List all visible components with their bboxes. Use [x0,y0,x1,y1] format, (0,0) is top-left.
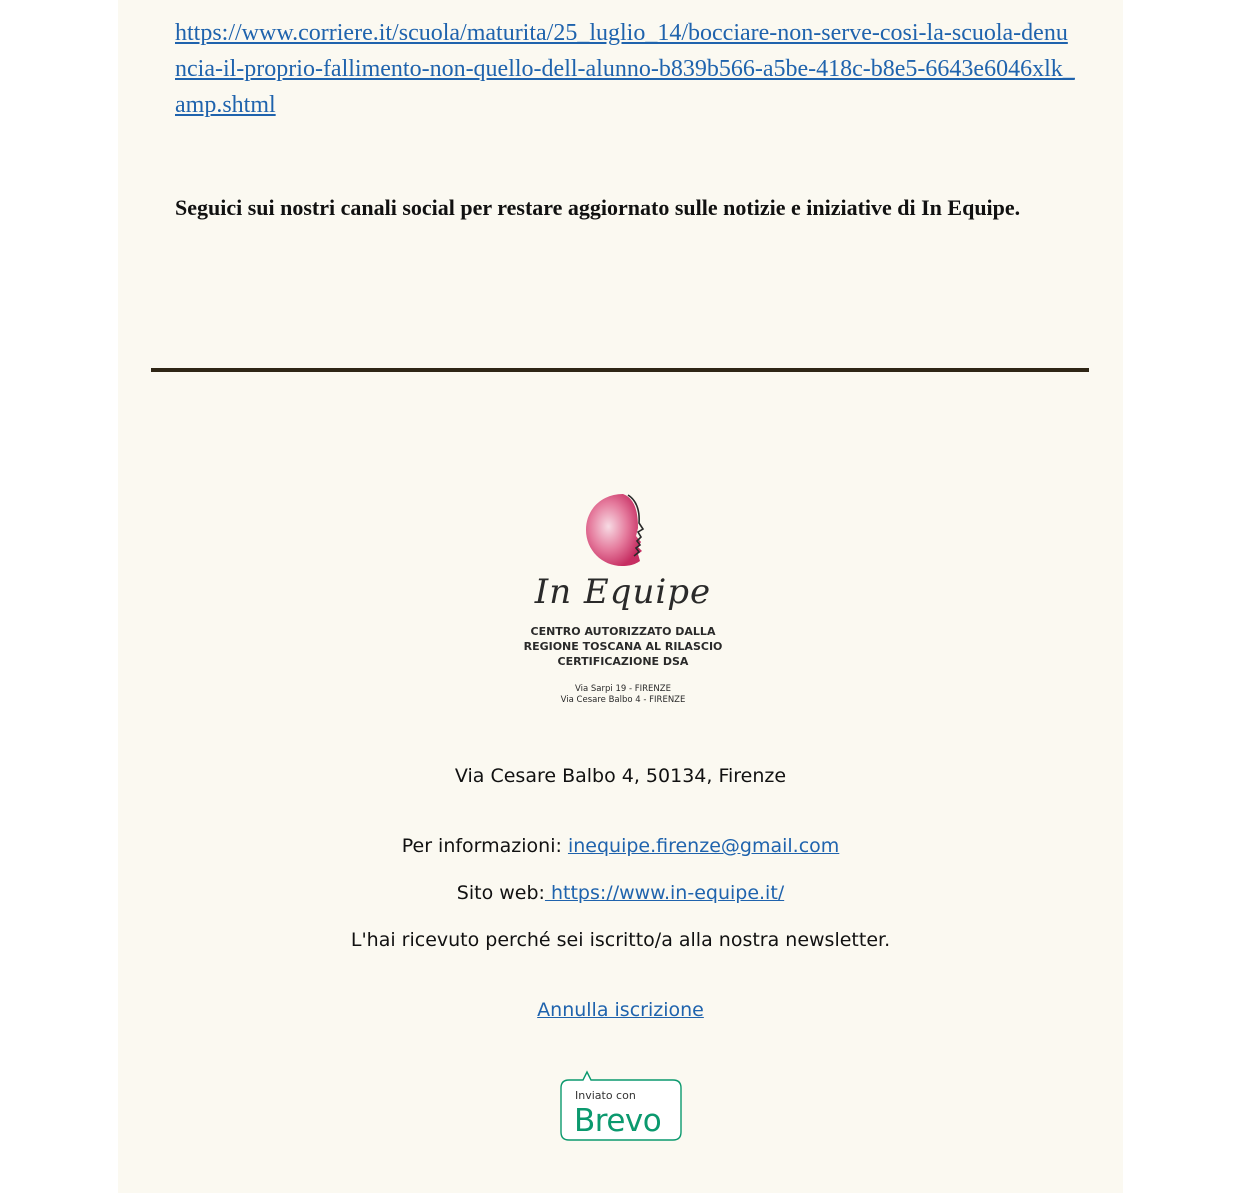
footer-info [118,835,1123,857]
footer-website [118,882,1123,904]
unsubscribe-row [118,999,1123,1021]
footer-address: Via Cesare Balbo 4, 50134, Firenze [454,765,787,787]
logo-address-line: Via Cesare Balbo 4 - FIRENZE [560,695,686,705]
in-equipe-logo [518,490,728,710]
email-link[interactable]: inequipe.firenze@gmail.com [567,835,840,857]
email-body [118,0,1123,1193]
logo-name: In Equipe [534,572,712,612]
divider [151,368,1089,372]
website-link[interactable]: https://www.in-equipe.it/ [544,882,785,904]
face-profile-icon [578,490,668,575]
newsletter-note: L'hai ricevuto perché sei iscritto/a alla nostra newsletter. [350,929,891,951]
badge-sent-with: Inviato con [575,1089,636,1102]
social-follow-note: Seguici sui nostri canali social per restare aggiornato sulle notizie e iniziative di In Equipe. [175,195,1021,220]
brevo-badge[interactable] [559,1070,683,1142]
article-link[interactable]: https://www.corriere.it/scuola/maturita/25_luglio_14/bocciare-non-serve-cosi-la-scuola-denuncia-il-proprio-fallimento-non-quello-dell-alunno-b839b566-a5be-418c-b8e5-6643e6046xlk_amp.shtml [175,20,1075,118]
logo-address-line: Via Sarpi 19 - FIRENZE [575,684,671,694]
tagline-line: CERTIFICAZIONE DSA [557,655,689,668]
info-label: Per informazioni: [401,835,568,857]
tagline-line: CENTRO AUTORIZZATO DALLA [530,625,716,638]
unsubscribe-link[interactable]: Annulla iscrizione [537,999,704,1021]
tagline-line: REGIONE TOSCANA AL RILASCIO [523,640,723,653]
website-label: Sito web: [456,882,545,904]
badge-brand: Brevo [574,1103,662,1139]
logo-addresses [518,684,728,706]
logo-tagline [518,624,728,669]
